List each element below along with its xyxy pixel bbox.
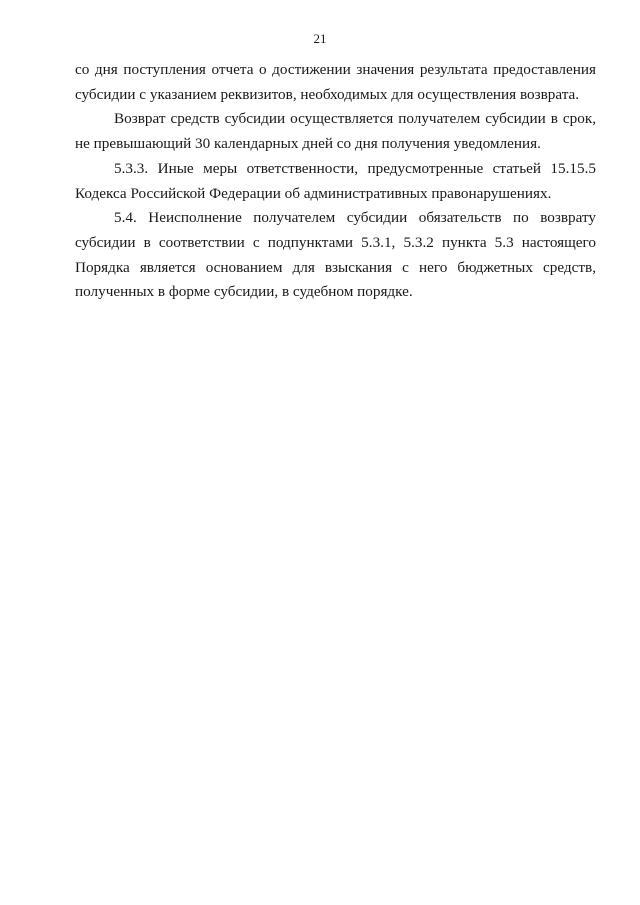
paragraph-continuation: со дня поступления отчета о достижении значения результата предоставления субсидии с указанием реквизитов, необходимых для осуществления возврата. [75,61,596,103]
paragraph-refund-deadline: Возврат средств субсидии осуществляется получателем субсидии в срок, не превышающий 30 календарных дней со дня получения уведомления. [75,110,596,153]
page-number: 21 [313,31,327,46]
paragraph-5-3-3: 5.3.3. Иные меры ответственности, предусмотренные статьей 15.15.5 Кодекса Российской Федерации об административных правонарушениях. [75,159,596,202]
document-body [75,58,596,305]
paragraph-5-4: 5.4. Неисполнение получателем субсидии обязательств по возврату субсидии в соответствии с подпунктами 5.3.1, 5.3.2 пункта 5.3 настоящего Порядка является основанием для взыскания с него бюджетных средств, полученных в форме субсидии, в судебном порядке. [75,209,596,301]
